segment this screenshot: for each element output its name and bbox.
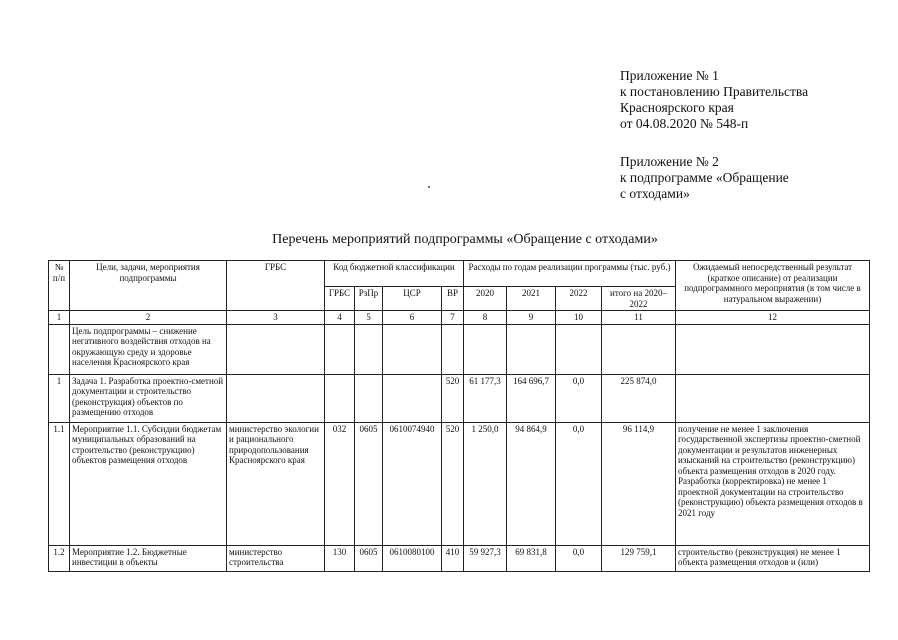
- header-grbs: ГРБС: [227, 261, 325, 311]
- row-name: Мероприятие 1.1. Субсидии бюджетам муниципальных образований на строительство (реконструкцию) объектов размещения отходов: [70, 422, 227, 545]
- row-2022: 0,0: [556, 374, 602, 422]
- row-name: Мероприятие 1.2. Бюджетные инвестиции в объекты: [70, 545, 227, 571]
- appendix-header: [620, 68, 890, 202]
- row-2020: 59 927,3: [464, 545, 507, 571]
- header-no: № п/п: [49, 261, 70, 311]
- row-result: получение не менее 1 заключения государственной экспертизы проектно-сметной документации и результатов инженерных изысканий на строительство (реконструкцию) объекта размещения отходов в 2020 году. Разработка (корректировка) не менее 1 проектной документации на строительство (реконструкцию) объекта размещения отходов в 2021 году: [676, 422, 870, 545]
- row-grbs: 032: [325, 422, 355, 545]
- row-csr: 0610074940: [383, 422, 442, 545]
- row-2022: 0,0: [556, 545, 602, 571]
- row-2020: 61 177,3: [464, 374, 507, 422]
- row-no: 1.1: [49, 422, 70, 545]
- row-grbs-name: министерство экологии и рационального природопользования Красноярского края: [227, 422, 325, 545]
- subheader-2022: 2022: [556, 287, 602, 311]
- column-number: 12: [676, 311, 870, 325]
- column-number: 1: [49, 311, 70, 325]
- row-vr: 520: [442, 422, 464, 545]
- row-no: [49, 324, 70, 374]
- row-2020: 1 250,0: [464, 422, 507, 545]
- row-grbs-name: [227, 324, 325, 374]
- row-total: [602, 324, 676, 374]
- header-goals: Цели, задачи, мероприятия подпрограммы: [70, 261, 227, 311]
- subheader-total: итого на 2020–2022: [602, 287, 676, 311]
- row-vr: 410: [442, 545, 464, 571]
- column-number-row: [49, 311, 870, 325]
- row-2022: [556, 324, 602, 374]
- appendix-line: от 04.08.2020 № 548-п: [620, 116, 749, 131]
- row-2021: 94 864,9: [507, 422, 556, 545]
- table-row: [49, 324, 870, 374]
- column-number: 11: [602, 311, 676, 325]
- row-result: строительство (реконструкция) не менее 1 объекта размещения отходов и (или): [676, 545, 870, 571]
- column-number: 3: [227, 311, 325, 325]
- table-header-row: [49, 261, 870, 287]
- appendix-line: Приложение № 1: [620, 68, 719, 83]
- header-expenses: Расходы по годам реализации программы (тыс. руб.): [464, 261, 676, 287]
- subheader-2021: 2021: [507, 287, 556, 311]
- subheader-csr: ЦСР: [383, 287, 442, 311]
- row-grbs: [325, 324, 355, 374]
- row-csr: [383, 324, 442, 374]
- row-grbs: 130: [325, 545, 355, 571]
- appendix-line: к подпрограмме «Обращение: [620, 170, 789, 185]
- row-rzpr: 0605: [355, 545, 383, 571]
- column-number: 4: [325, 311, 355, 325]
- appendix-line: Приложение № 2: [620, 154, 719, 169]
- appendix-line: с отходами»: [620, 186, 690, 201]
- row-name: Цель подпрограммы – снижение негативного воздействия отходов на окружающую среду и здоровье населения Красноярского края: [70, 324, 227, 374]
- row-rzpr: 0605: [355, 422, 383, 545]
- column-number: 9: [507, 311, 556, 325]
- row-total: 129 759,1: [602, 545, 676, 571]
- column-number: 10: [556, 311, 602, 325]
- appendix-line: Красноярского края: [620, 100, 734, 115]
- row-2021: 69 831,8: [507, 545, 556, 571]
- appendix-line: к постановлению Правительства: [620, 84, 809, 99]
- row-csr: [383, 374, 442, 422]
- row-grbs-name: [227, 374, 325, 422]
- row-name: Задача 1. Разработка проектно-сметной документации и строительство (реконструкция) объектов по размещению отходов: [70, 374, 227, 422]
- subheader-2020: 2020: [464, 287, 507, 311]
- row-grbs: [325, 374, 355, 422]
- row-no: 1: [49, 374, 70, 422]
- header-result: Ожидаемый непосредственный результат (краткое описание) от реализации подпрограммного мероприятия (в том числе в натуральном выражении): [676, 261, 870, 311]
- column-number: 2: [70, 311, 227, 325]
- row-2022: 0,0: [556, 422, 602, 545]
- row-no: 1.2: [49, 545, 70, 571]
- table-row: [49, 374, 870, 422]
- scan-speck: [428, 186, 430, 188]
- table-row: [49, 422, 870, 545]
- row-result: [676, 374, 870, 422]
- document-title: Перечень мероприятий подпрограммы «Обращение с отходами»: [272, 232, 658, 247]
- row-grbs-name: министерство строительства: [227, 545, 325, 571]
- subheader-rzpr: РзПр: [355, 287, 383, 311]
- row-result: [676, 324, 870, 374]
- row-vr: [442, 324, 464, 374]
- table-row: [49, 545, 870, 571]
- column-number: 6: [383, 311, 442, 325]
- column-number: 7: [442, 311, 464, 325]
- row-2021: 164 696,7: [507, 374, 556, 422]
- subheader-grbs: ГРБС: [325, 287, 355, 311]
- measures-table: [48, 260, 870, 572]
- row-rzpr: [355, 324, 383, 374]
- column-number: 8: [464, 311, 507, 325]
- column-number: 5: [355, 311, 383, 325]
- header-budget-code: Код бюджетной классификации: [325, 261, 464, 287]
- row-rzpr: [355, 374, 383, 422]
- row-total: 96 114,9: [602, 422, 676, 545]
- row-2021: [507, 324, 556, 374]
- row-vr: 520: [442, 374, 464, 422]
- row-total: 225 874,0: [602, 374, 676, 422]
- subheader-vr: ВР: [442, 287, 464, 311]
- row-csr: 0610080100: [383, 545, 442, 571]
- row-2020: [464, 324, 507, 374]
